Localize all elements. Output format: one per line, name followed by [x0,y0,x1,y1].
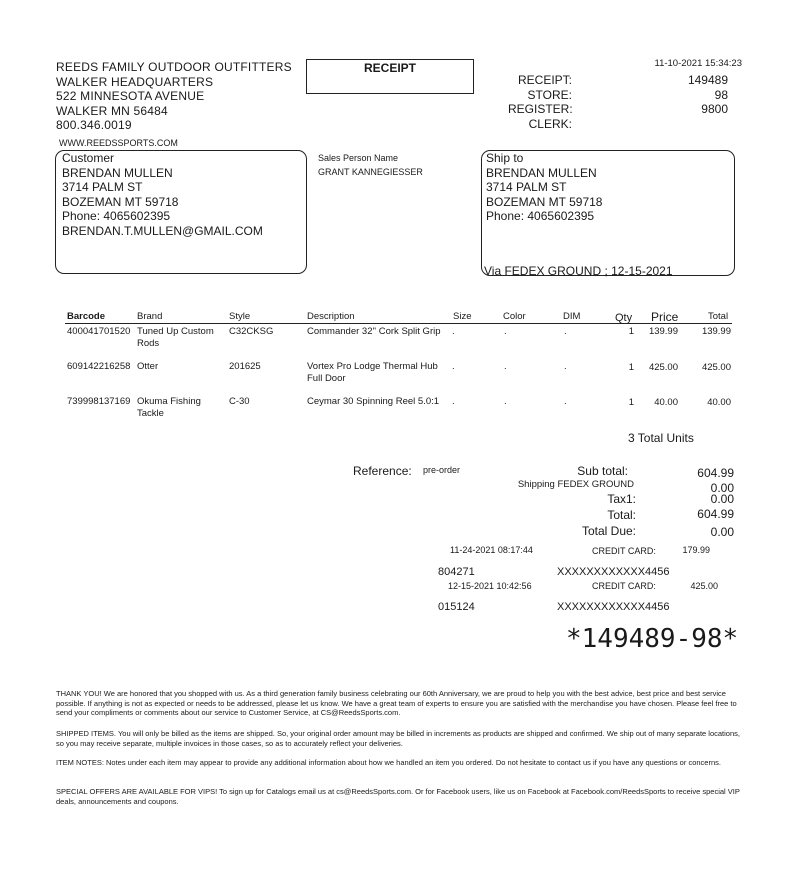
ship-to-phone: Phone: 4065602395 [486,209,595,223]
column-header-brand: Brand [137,311,163,322]
customer-email: BRENDAN.T.MULLEN@GMAIL.COM [62,223,263,238]
payment-auth-code: 015124 [438,601,475,613]
receipt-meta-labels [508,73,572,131]
item-qty: 1 [628,397,634,408]
item-size: . [452,361,455,372]
sales-person-label: Sales Person Name [318,153,399,163]
reference-value: pre-order [423,465,461,475]
customer-street: 3714 PALM ST [62,180,143,194]
tax-label: Tax1: [607,492,636,506]
customer-heading: Customer [62,151,115,165]
item-dim: . [564,396,567,407]
receipt-barcode-text: *149489-98* [566,624,739,654]
column-header-dim: DIM [563,311,581,322]
store-website: WWW.REEDSSPORTS.COM [59,138,178,148]
footer-shipped-items-note: SHIPPED ITEMS. You will only be billed as the items are shipped. So, your original order amount may be billed in increments as products are shipped and confirmed. We ship out of many separate locations, so you may receive separate, multiple invoices in those cases, so as to accurately reflect your deliveries. [56,729,740,748]
item-style: 201625 [229,361,261,372]
total-label: Total: [607,508,636,522]
item-size: . [452,396,455,407]
store-info [56,60,292,133]
ship-to-info [486,151,602,224]
item-total: 425.00 [701,362,731,373]
store-city: WALKER MN 56484 [56,103,168,118]
item-brand: Tuned Up Custom Rods [137,326,214,349]
item-size: . [452,326,455,337]
item-price: 425.00 [648,362,678,373]
payment-datetime: 12-15-2021 10:42:56 [448,581,532,591]
shipping-value: 0.00 [710,481,734,495]
footer-item-notes: ITEM NOTES: Notes under each item may appear to provide any additional information about how we handled an item you ordered. Do not hesitate to contact us if you have any questions or concerns. [56,758,721,767]
customer-info [62,151,263,238]
ship-via: Via FEDEX GROUND ; 12-15-2021 [484,264,673,278]
payment-amount: 425.00 [690,581,718,591]
receipt-meta-values [640,73,728,131]
store-location: WALKER HEADQUARTERS [56,74,214,89]
item-brand: Otter [137,361,159,372]
store-street: 522 MINNESOTA AVENUE [56,89,205,103]
table-header-rule [65,323,732,324]
item-barcode: 400041701520 [67,326,131,337]
receipt-title: RECEIPT [363,61,416,75]
total-due-label: Total Due: [581,524,636,538]
ship-to-city: BOZEMAN MT 59718 [486,194,603,209]
reference-label: Reference: [353,464,412,478]
item-qty: 1 [628,362,634,373]
payment-auth-code: 804271 [438,566,475,578]
ship-to-street: 3714 PALM ST [486,180,567,194]
register-label: REGISTER: [508,102,573,116]
receipt-title-box [306,59,474,94]
footer-thank-you-note: THANK YOU! We are honored that you shopped with us. As a third generation family business celebrating our 60th Anniversary, we are proud to help you with the best advice, best price and best service possible. If anything is not as expected or needs to be addressed, please let us know. We have a great team of experts to ensure you are satisfied with the merchandise you have chosen. Please feel free to send your compliments or comments about our service to Customer Service, at CS@ReedsSports.com. [56,689,737,718]
column-header-total: Total [708,311,729,322]
item-qty: 1 [628,326,634,337]
item-total: 40.00 [707,397,731,408]
clerk-label: CLERK: [528,116,572,131]
store-name: REEDS FAMILY OUTDOOR OUTFITTERS [56,60,292,74]
total-value: 604.99 [697,507,734,521]
customer-name: BRENDAN MULLEN [62,165,173,180]
column-header-color: Color [503,311,526,322]
customer-phone: Phone: 4065602395 [62,209,171,223]
total-due-value: 0.00 [710,525,734,539]
item-price: 40.00 [654,397,678,408]
item-description: Commander 32'' Cork Split Grip [307,326,441,337]
subtotal-value: 604.99 [697,466,734,480]
payment-amount: 179.99 [682,545,710,555]
receipt-number: 149489 [687,73,728,87]
tax-value: 0.00 [710,492,734,506]
item-total: 139.99 [701,326,731,337]
item-color: . [504,326,507,337]
column-header-size: Size [453,311,472,322]
item-style: C-30 [229,396,250,407]
item-barcode: 739998137169 [67,396,131,407]
item-brand: Okuma Fishing Tackle [137,396,201,419]
ship-to-heading: Ship to [486,151,524,165]
column-header-description: Description [307,311,355,322]
receipt-number-label: RECEIPT: [517,73,572,87]
item-style: C32CKSG [229,326,274,337]
store-number-label: STORE: [527,87,572,102]
column-header-price: Price [651,310,679,324]
item-dim: . [564,361,567,372]
sales-person-name: GRANT KANNEGIESSER [318,167,423,177]
footer-special-offers-note: SPECIAL OFFERS ARE AVAILABLE FOR VIPS! To sign up for Catalogs email us at cs@ReedsSports.com. Or for Facebook users, like us on Facebook at Facebook.com/ReedsSports to receive special VIP deals, announcements and coupons. [56,787,740,806]
store-phone: 800.346.0019 [56,118,132,132]
column-header-qty: Qty [615,312,633,324]
column-header-barcode: Barcode [67,311,106,322]
shipping-label: Shipping FEDEX GROUND [517,479,634,490]
payment-card-number: XXXXXXXXXXXX4456 [557,566,670,578]
receipt-datetime: 11-10-2021 15:34:23 [654,58,742,69]
clerk-value [640,117,728,132]
item-description: Vortex Pro Lodge Thermal Hub Full Door [307,361,438,384]
payment-method: CREDIT CARD: [592,581,656,591]
store-number: 98 [714,87,728,102]
payment-card-number: XXXXXXXXXXXX4456 [557,601,670,613]
item-description: Ceymar 30 Spinning Reel 5.0:1 [307,396,440,407]
item-color: . [504,361,507,372]
item-barcode: 609142216258 [67,361,131,372]
payment-method: CREDIT CARD: [592,546,656,556]
item-price: 139.99 [648,326,678,337]
payment-datetime: 11-24-2021 08:17:44 [450,545,533,555]
register-number: 9800 [701,102,728,116]
subtotal-label: Sub total: [577,464,628,478]
item-dim: . [564,326,567,337]
column-header-style: Style [229,311,251,322]
customer-city: BOZEMAN MT 59718 [62,194,179,209]
item-color: . [504,396,507,407]
ship-to-name: BRENDAN MULLEN [486,165,597,180]
total-units: 3 Total Units [628,431,694,445]
